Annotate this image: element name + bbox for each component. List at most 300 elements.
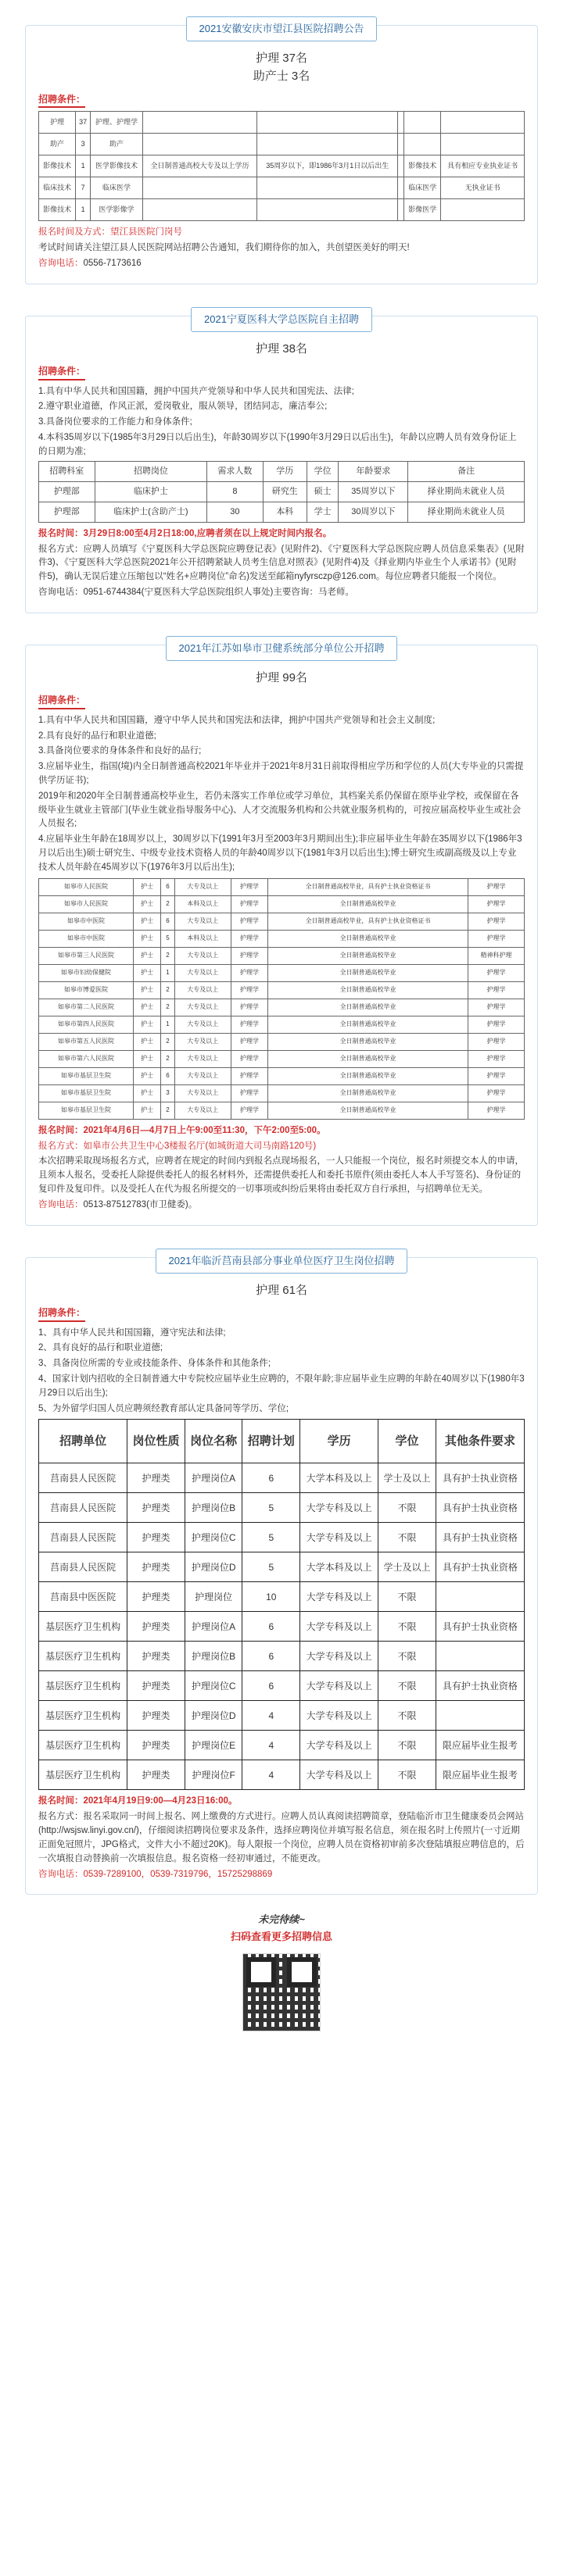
table-cell bbox=[257, 134, 398, 155]
table-cell: 护理学 bbox=[231, 913, 267, 930]
table-cell: 全日制普通高校毕业 bbox=[268, 895, 468, 913]
table-cell: 护理学 bbox=[468, 1067, 524, 1084]
table-cell: 30 bbox=[207, 502, 264, 522]
table-cell: 护理类 bbox=[127, 1463, 185, 1493]
table-cell: 大专及以上 bbox=[174, 1067, 231, 1084]
condition-item: 5、为外留学归国人员应聘须经教育部认定具备同等学历、学位; bbox=[38, 1403, 289, 1413]
table-cell: 如皋市第四人民医院 bbox=[39, 1016, 134, 1033]
table-cell: 护理学 bbox=[468, 1050, 524, 1067]
post-count: 护理 61名 bbox=[256, 1283, 307, 1297]
recruit-table bbox=[38, 878, 525, 1120]
table-cell: 不限 bbox=[378, 1701, 436, 1731]
footer bbox=[25, 1912, 538, 2031]
table-cell: 全日制普通高校毕业 bbox=[268, 964, 468, 981]
section-ningxia bbox=[25, 313, 538, 613]
conditions-label: 招聘条件： bbox=[38, 364, 85, 381]
table-cell: 2 bbox=[161, 999, 175, 1016]
section-title: 2021年江苏如皋市卫健系统部分单位公开招聘 bbox=[166, 636, 398, 661]
table-row bbox=[39, 1671, 525, 1701]
scan-hint: 扫码查看更多招聘信息 bbox=[230, 1931, 332, 1943]
table-cell: 全日制普通高校毕业，具有护士执业资格证书 bbox=[268, 913, 468, 930]
table-cell bbox=[398, 134, 404, 155]
table-cell: 不限 bbox=[378, 1731, 436, 1760]
table-cell: 5 bbox=[161, 930, 175, 947]
recruit-table bbox=[38, 1419, 525, 1790]
condition-item: 1.具有中华人民共和国国籍，遵守中华人民共和国宪法和法律，拥护中国共产党领导和社会主义制度; bbox=[38, 715, 436, 725]
section-anqing bbox=[25, 25, 538, 284]
table-cell bbox=[398, 177, 404, 199]
table-cell: 大学专科及以上 bbox=[300, 1523, 378, 1552]
table-cell: 如皋市妇幼保健院 bbox=[39, 964, 134, 981]
table-cell: 莒南县人民医院 bbox=[39, 1523, 127, 1552]
table-cell: 护理岗位B bbox=[185, 1493, 242, 1523]
table-cell: 6 bbox=[242, 1463, 300, 1493]
table-row bbox=[39, 1612, 525, 1642]
table-cell bbox=[398, 155, 404, 177]
table-cell: 全日制普通高校毕业 bbox=[268, 1033, 468, 1050]
table-header: 年龄要求 bbox=[339, 461, 408, 481]
table-row bbox=[39, 1016, 525, 1033]
table-cell: 1 bbox=[161, 1016, 175, 1033]
table-cell: 全日制普通高校毕业 bbox=[268, 1050, 468, 1067]
table-cell: 如皋市中医院 bbox=[39, 930, 134, 947]
table-cell: 1 bbox=[76, 155, 91, 177]
table-row bbox=[39, 1463, 525, 1493]
table-cell bbox=[142, 177, 256, 199]
table-cell: 大学专科及以上 bbox=[300, 1731, 378, 1760]
table-cell: 护理学 bbox=[231, 1084, 267, 1102]
table-cell: 护理学 bbox=[468, 981, 524, 999]
table-cell: 莒南县人民医院 bbox=[39, 1463, 127, 1493]
table-row bbox=[39, 502, 525, 522]
table-cell: 如皋市第五人民医院 bbox=[39, 1033, 134, 1050]
conditions-label: 招聘条件： bbox=[38, 693, 85, 709]
table-header: 学历 bbox=[263, 461, 307, 481]
table-cell: 6 bbox=[161, 1067, 175, 1084]
table-cell: 基层医疗卫生机构 bbox=[39, 1701, 127, 1731]
table-cell: 2 bbox=[161, 895, 175, 913]
condition-item: 3.具备岗位要求的身体条件和良好的品行; bbox=[38, 746, 202, 756]
table-cell: 5 bbox=[242, 1493, 300, 1523]
table-cell: 具有护士执业资格 bbox=[436, 1612, 524, 1642]
table-cell bbox=[441, 199, 525, 221]
table-cell: 医学影像学 bbox=[90, 199, 142, 221]
table-cell: 护理学 bbox=[231, 1067, 267, 1084]
signup-place: 报名时间及方式：望江县医院门岗号 bbox=[38, 227, 182, 238]
table-cell: 具有护士执业资格 bbox=[436, 1671, 524, 1701]
table-cell: 护理 bbox=[39, 112, 76, 134]
table-header: 备注 bbox=[408, 461, 525, 481]
table-cell: 护理学 bbox=[231, 930, 267, 947]
table-cell: 全日制普通高校毕业 bbox=[268, 981, 468, 999]
condition-item: 2.具有良好的品行和职业道德; bbox=[38, 731, 156, 741]
signup-time: 报名时间：2021年4月6日—4月7日上午9:00至11:30，下午2:00至5:00。 bbox=[38, 1125, 326, 1135]
table-cell: 护理学 bbox=[231, 1016, 267, 1033]
table-cell: 护理岗位A bbox=[185, 1463, 242, 1493]
table-cell: 影像技术 bbox=[39, 155, 76, 177]
table-cell: 护理、护理学 bbox=[90, 112, 142, 134]
phone-number[interactable]: 0556-7173616 bbox=[83, 258, 142, 268]
signup-time: 报名时间：3月29日8:00至4月2日18:00,应聘者须在以上规定时间内报名。 bbox=[38, 528, 332, 538]
condition-item: 2019年和2020年全日制普通高校毕业生，若仍未落实工作单位或学习单位，其档案关系仍保留在原毕业学校，或保留在各级毕业生就业主管部门(毕业生就业指导服务中心)、人才交流服务机构和公共就业服务机构的，可按应届高校毕业生或社会人员报名; bbox=[38, 791, 522, 829]
table-row bbox=[39, 1701, 525, 1731]
conditions-label: 招聘条件： bbox=[38, 1306, 85, 1322]
table-cell: 全日制普通高校毕业 bbox=[268, 930, 468, 947]
table-cell bbox=[257, 177, 398, 199]
table-row bbox=[39, 1523, 525, 1552]
table-cell: 护理岗位 bbox=[185, 1582, 242, 1612]
table-cell bbox=[436, 1701, 524, 1731]
table-cell: 护理学 bbox=[468, 1102, 524, 1119]
table-cell: 不限 bbox=[378, 1671, 436, 1701]
table-row bbox=[39, 134, 525, 155]
table-cell: 全日制普通高校毕业 bbox=[268, 1102, 468, 1119]
table-cell: 护士 bbox=[133, 895, 160, 913]
table-header: 招聘科室 bbox=[39, 461, 95, 481]
table-cell: 助产 bbox=[39, 134, 76, 155]
table-cell: 莒南县中医医院 bbox=[39, 1582, 127, 1612]
table-row bbox=[39, 199, 525, 221]
table-cell: 大专及以上 bbox=[174, 981, 231, 999]
table-cell: 护理学 bbox=[468, 1084, 524, 1102]
table-row bbox=[39, 481, 525, 502]
signup-method: 报名方式：应聘人员填写《宁夏医科大学总医院应聘登记表》(见附件2)、《宁夏医科大学总医院应聘人员信息采集表》(见附件3)、《宁夏医科大学总医院2021年公开招聘紧缺人员考生信息对照表》(见附件4)及《择业期内毕业生个人承诺书》(见附件5)，确认无误后建立压缩包以“姓名+应聘岗位”命名)发送至邮箱nyfyrsczp@126.com。每位应聘者只能报一个岗位。 bbox=[38, 544, 525, 582]
table-cell: 护理学 bbox=[231, 981, 267, 999]
table-row bbox=[39, 999, 525, 1016]
table-cell: 影像医学 bbox=[404, 199, 441, 221]
table-cell: 基层医疗卫生机构 bbox=[39, 1760, 127, 1790]
table-cell: 大专及以上 bbox=[174, 964, 231, 981]
condition-item: 4.本科35周岁以下(1985年3月29日以后出生)，年龄30周岁以下(1990年3月29日以后出生)，年龄以应聘人员有效身份证上的日期为准; bbox=[38, 433, 517, 456]
post-count: 助产士 3名 bbox=[253, 70, 310, 84]
table-cell: 如皋市博爱医院 bbox=[39, 981, 134, 999]
conditions-label: 招聘条件： bbox=[38, 92, 85, 109]
table-cell: 具有护士执业资格 bbox=[436, 1463, 524, 1493]
table-cell: 本科 bbox=[263, 502, 307, 522]
table-cell: 4 bbox=[242, 1701, 300, 1731]
table-cell: 大专及以上 bbox=[174, 1016, 231, 1033]
table-cell: 大学专科及以上 bbox=[300, 1701, 378, 1731]
table-cell bbox=[142, 134, 256, 155]
table-cell: 护士 bbox=[133, 1084, 160, 1102]
conditions-list bbox=[38, 714, 525, 875]
recruit-table bbox=[38, 111, 525, 221]
table-cell bbox=[257, 112, 398, 134]
conditions-list bbox=[38, 385, 525, 459]
table-cell: 如皋市第三人民医院 bbox=[39, 947, 134, 964]
table-cell: 择业期尚未就业人员 bbox=[408, 502, 525, 522]
table-cell: 学士及以上 bbox=[378, 1463, 436, 1493]
table-cell: 大专及以上 bbox=[174, 1084, 231, 1102]
table-row bbox=[39, 964, 525, 981]
table-cell: 研究生 bbox=[263, 481, 307, 502]
table-cell: 4 bbox=[242, 1731, 300, 1760]
table-cell bbox=[404, 112, 441, 134]
table-row bbox=[39, 1033, 525, 1050]
table-cell: 护理类 bbox=[127, 1760, 185, 1790]
to-be-continued: 未完待续~ bbox=[258, 1913, 305, 1926]
table-cell: 不限 bbox=[378, 1493, 436, 1523]
table-cell: 2 bbox=[161, 1033, 175, 1050]
table-cell: 大专及以上 bbox=[174, 878, 231, 895]
table-cell: 全日制普通高校毕业 bbox=[268, 1016, 468, 1033]
table-row bbox=[39, 930, 525, 947]
section-rugao bbox=[25, 641, 538, 1226]
table-cell bbox=[142, 199, 256, 221]
phone-label: 咨询电话： bbox=[38, 258, 84, 268]
conditions-list bbox=[38, 1327, 525, 1417]
table-cell: 护士 bbox=[133, 930, 160, 947]
table-cell: 护理岗位D bbox=[185, 1552, 242, 1582]
table-cell: 护理学 bbox=[231, 895, 267, 913]
table-cell: 基层医疗卫生机构 bbox=[39, 1642, 127, 1671]
table-cell: 基层医疗卫生机构 bbox=[39, 1612, 127, 1642]
table-cell: 莒南县人民医院 bbox=[39, 1493, 127, 1523]
table-cell: 全日制普通高校毕业 bbox=[268, 947, 468, 964]
table-cell: 2 bbox=[161, 947, 175, 964]
table-cell: 医学影像技术 bbox=[90, 155, 142, 177]
table-row bbox=[39, 112, 525, 134]
table-cell: 如皋市第六人民医院 bbox=[39, 1050, 134, 1067]
table-cell: 护理学 bbox=[468, 1016, 524, 1033]
table-cell: 临床护士(含助产士) bbox=[95, 502, 207, 522]
table-cell: 护理类 bbox=[127, 1612, 185, 1642]
table-cell: 10 bbox=[242, 1582, 300, 1612]
table-row bbox=[39, 981, 525, 999]
table-cell: 护理岗位D bbox=[185, 1701, 242, 1731]
table-cell: 大专及以上 bbox=[174, 1102, 231, 1119]
table-row bbox=[39, 947, 525, 964]
table-cell: 护理学 bbox=[231, 1050, 267, 1067]
table-cell: 6 bbox=[242, 1612, 300, 1642]
table-row bbox=[39, 1084, 525, 1102]
table-cell: 临床医学 bbox=[404, 177, 441, 199]
table-cell: 护理岗位F bbox=[185, 1760, 242, 1790]
table-cell: 大学专科及以上 bbox=[300, 1493, 378, 1523]
table-cell: 护理学 bbox=[468, 930, 524, 947]
table-cell: 护理类 bbox=[127, 1493, 185, 1523]
table-cell: 大专及以上 bbox=[174, 913, 231, 930]
table-cell: 全日制普通高校毕业，具有护士执业资格证书 bbox=[268, 878, 468, 895]
qr-code[interactable] bbox=[242, 1953, 321, 2031]
table-cell: 6 bbox=[161, 913, 175, 930]
table-cell: 护士 bbox=[133, 947, 160, 964]
table-cell: 护理学 bbox=[468, 964, 524, 981]
table-cell: 护士 bbox=[133, 1033, 160, 1050]
table-cell: 5 bbox=[242, 1552, 300, 1582]
table-cell: 择业期尚未就业人员 bbox=[408, 481, 525, 502]
condition-item: 3、具备岗位所需的专业或技能条件、身体条件和其他条件; bbox=[38, 1359, 271, 1369]
table-cell: 护士 bbox=[133, 1067, 160, 1084]
table-cell: 护理学 bbox=[468, 999, 524, 1016]
table-cell: 大专及以上 bbox=[174, 947, 231, 964]
table-cell: 限应届毕业生报考 bbox=[436, 1760, 524, 1790]
table-cell: 护理类 bbox=[127, 1671, 185, 1701]
table-cell bbox=[398, 112, 404, 134]
table-cell: 大专及以上 bbox=[174, 1050, 231, 1067]
table-cell: 大学专科及以上 bbox=[300, 1642, 378, 1671]
table-cell: 6 bbox=[161, 878, 175, 895]
table-header: 学历 bbox=[300, 1420, 378, 1463]
table-cell: 30周岁以下 bbox=[339, 502, 408, 522]
table-row bbox=[39, 1050, 525, 1067]
signup-time: 报名时间：2021年4月19日9:00—4月23日16:00。 bbox=[38, 1796, 238, 1806]
table-header: 其他条件要求 bbox=[436, 1420, 524, 1463]
table-cell: 全日制普通高校大专及以上学历 bbox=[142, 155, 256, 177]
table-cell: 1 bbox=[161, 964, 175, 981]
table-cell: 护理部 bbox=[39, 502, 95, 522]
table-cell: 护理类 bbox=[127, 1582, 185, 1612]
table-cell: 35周岁以下，即1986年3月1日以后出生 bbox=[257, 155, 398, 177]
table-cell: 如皋市人民医院 bbox=[39, 895, 134, 913]
table-cell: 不限 bbox=[378, 1642, 436, 1671]
table-cell: 不限 bbox=[378, 1760, 436, 1790]
table-cell: 大专及以上 bbox=[174, 999, 231, 1016]
table-cell: 影像技术 bbox=[39, 199, 76, 221]
phone-label: 咨询电话： bbox=[38, 1199, 84, 1209]
section-junan bbox=[25, 1254, 538, 1895]
table-cell: 护理岗位C bbox=[185, 1523, 242, 1552]
table-header: 学位 bbox=[378, 1420, 436, 1463]
table-cell bbox=[436, 1642, 524, 1671]
table-cell: 护理岗位E bbox=[185, 1731, 242, 1760]
table-row bbox=[39, 1582, 525, 1612]
table-cell: 临床护士 bbox=[95, 481, 207, 502]
table-cell: 具有护士执业资格 bbox=[436, 1493, 524, 1523]
table-row bbox=[39, 1760, 525, 1790]
table-cell: 如皋市中医院 bbox=[39, 913, 134, 930]
table-cell: 大学本科及以上 bbox=[300, 1552, 378, 1582]
condition-item: 4、国家计划内招收的全日制普通大中专院校应届毕业生应聘的，不限年龄;非应届毕业生应聘的年龄在40周岁以下(1980年3月29日以后出生); bbox=[38, 1374, 525, 1398]
table-cell: 6 bbox=[242, 1671, 300, 1701]
table-cell: 护理部 bbox=[39, 481, 95, 502]
table-cell bbox=[441, 112, 525, 134]
table-cell: 4 bbox=[242, 1760, 300, 1790]
table-cell bbox=[404, 134, 441, 155]
table-cell: 本科及以上 bbox=[174, 930, 231, 947]
signup-method: 报名方式：报名采取同一时间上报名、网上缴费的方式进行。应聘人员认真阅读招聘简章，登陆临沂市卫生健康委员会网站(http://wsjsw.linyi.gov.cn/)，仔细阅读招聘岗位要求及条件，选择应聘岗位并填写报名信息，须在报名时上传照片(一寸近期正面免冠照片，JPG格式，文件大小不超过20K)。每人限报一个岗位，应聘人员在资格初审前多次登陆填报应聘信息的，后一次填报自动替换前一次填报信息。报名资格一经初审通过，不能更改。 bbox=[38, 1812, 525, 1863]
table-cell: 护理学 bbox=[468, 895, 524, 913]
table-cell: 护士 bbox=[133, 878, 160, 895]
table-cell: 护士 bbox=[133, 999, 160, 1016]
table-row bbox=[39, 895, 525, 913]
table-header: 岗位名称 bbox=[185, 1420, 242, 1463]
table-cell: 硕士 bbox=[307, 481, 339, 502]
condition-item: 3.具备岗位要求的工作能力和身体条件; bbox=[38, 417, 192, 427]
section-title: 2021宁夏医科大学总医院自主招聘 bbox=[191, 307, 372, 332]
table-cell: 35周岁以下 bbox=[339, 481, 408, 502]
table-cell bbox=[398, 199, 404, 221]
table-cell: 3 bbox=[76, 134, 91, 155]
table-cell: 护理学 bbox=[231, 964, 267, 981]
table-cell: 8 bbox=[207, 481, 264, 502]
phone-number[interactable]: 0513-87512783(市卫健委)。 bbox=[83, 1199, 198, 1209]
table-row bbox=[39, 1067, 525, 1084]
table-row bbox=[39, 1493, 525, 1523]
table-cell: 护理学 bbox=[231, 1033, 267, 1050]
table-cell: 具有相应专业执业证书 bbox=[441, 155, 525, 177]
recruit-table bbox=[38, 461, 525, 523]
section-title: 2021安徽安庆市望江县医院招聘公告 bbox=[186, 16, 378, 41]
exam-hint: 考试时间请关注望江县人民医院网站招聘公告通知，我们期待你的加入，共创望医美好的明天! bbox=[38, 243, 410, 253]
table-cell: 5 bbox=[242, 1523, 300, 1552]
table-cell bbox=[436, 1582, 524, 1612]
table-cell: 护理类 bbox=[127, 1523, 185, 1552]
condition-item: 3.应届毕业生，指国(境)内全日制普通高校2021年毕业并于2021年8月31日前取得相应学历和学位的人员(大专毕业的只需提供学历证书); bbox=[38, 762, 524, 786]
table-cell: 全日制普通高校毕业 bbox=[268, 999, 468, 1016]
table-cell: 不限 bbox=[378, 1612, 436, 1642]
table-header: 招聘岗位 bbox=[95, 461, 207, 481]
table-cell: 2 bbox=[161, 1050, 175, 1067]
table-header: 岗位性质 bbox=[127, 1420, 185, 1463]
table-cell: 护理岗位C bbox=[185, 1671, 242, 1701]
table-cell: 护士 bbox=[133, 981, 160, 999]
table-row bbox=[39, 155, 525, 177]
section-title: 2021年临沂莒南县部分事业单位医疗卫生岗位招聘 bbox=[156, 1249, 408, 1274]
table-cell: 大学专科及以上 bbox=[300, 1671, 378, 1701]
table-cell: 护理学 bbox=[231, 947, 267, 964]
table-cell: 护理学 bbox=[231, 1102, 267, 1119]
table-row bbox=[39, 1642, 525, 1671]
table-cell: 具有护士执业资格 bbox=[436, 1523, 524, 1552]
table-row bbox=[39, 177, 525, 199]
table-cell: 基层医疗卫生机构 bbox=[39, 1731, 127, 1760]
table-cell bbox=[257, 199, 398, 221]
table-cell: 助产 bbox=[90, 134, 142, 155]
table-cell: 护理学 bbox=[468, 1033, 524, 1050]
post-count: 护理 99名 bbox=[256, 670, 307, 684]
table-cell: 护理类 bbox=[127, 1642, 185, 1671]
table-header: 招聘计划 bbox=[242, 1420, 300, 1463]
table-cell: 护士 bbox=[133, 1016, 160, 1033]
table-cell: 护理岗位B bbox=[185, 1642, 242, 1671]
post-count: 护理 38名 bbox=[256, 341, 307, 355]
table-cell: 护理岗位A bbox=[185, 1612, 242, 1642]
table-cell: 全日制普通高校毕业 bbox=[268, 1067, 468, 1084]
table-cell: 护理类 bbox=[127, 1552, 185, 1582]
table-cell: 莒南县人民医院 bbox=[39, 1552, 127, 1582]
table-row bbox=[39, 913, 525, 930]
table-cell bbox=[441, 134, 525, 155]
condition-item: 2.遵守职业道德，作风正派，爱岗敬业，服从领导，团结同志，廉洁奉公; bbox=[38, 402, 328, 412]
table-header: 学位 bbox=[307, 461, 339, 481]
table-cell: 护理学 bbox=[231, 878, 267, 895]
table-cell: 1 bbox=[76, 199, 91, 221]
table-row bbox=[39, 1552, 525, 1582]
contact-phone: 咨询电话：0951-6744384(宁夏医科大学总医院组织人事处)主要咨询：马老师。 bbox=[38, 587, 354, 597]
condition-item: 1、具有中华人民共和国国籍，遵守宪法和法律; bbox=[38, 1327, 226, 1338]
table-cell: 如皋市第二人民医院 bbox=[39, 999, 134, 1016]
table-header: 招聘单位 bbox=[39, 1420, 127, 1463]
table-cell: 学士及以上 bbox=[378, 1552, 436, 1582]
table-cell: 大学专科及以上 bbox=[300, 1760, 378, 1790]
table-cell: 不限 bbox=[378, 1582, 436, 1612]
signup-note: 本次招聘采取现场报名方式，应聘者在规定的时间内到报名点现场报名，一人只能报一个岗位，报名时须提交本人的申请，且须本人报名，受委托人除提供委托人的报名材料外，还需提供委托人和委托书原件(须由委托人本人手写签名)、身份证的复印件及复印件。以及受托人在代为报名所提交的一切事项或纠纷后果将由委托双方自行承担，与招聘单位无关。 bbox=[38, 1156, 524, 1194]
table-cell: 学士 bbox=[307, 502, 339, 522]
table-cell: 大学专科及以上 bbox=[300, 1582, 378, 1612]
table-header: 需求人数 bbox=[207, 461, 264, 481]
table-cell: 护理学 bbox=[231, 999, 267, 1016]
table-cell: 护理类 bbox=[127, 1731, 185, 1760]
table-cell: 7 bbox=[76, 177, 91, 199]
condition-item: 4.应届毕业生年龄在18周岁以上，30周岁以下(1991年3月至2003年3月期间出生);非应届毕业生年龄在35周岁以下(1986年3月以后出生)硕士研究生、中级专业技术资格人员的年龄40周岁以下(1981年3月以后出生);博士研究生或副高级及以上专业技术人员年龄在45周岁以下(1976年3月以后出生); bbox=[38, 834, 522, 872]
table-cell: 37 bbox=[76, 112, 91, 134]
table-cell: 护理类 bbox=[127, 1701, 185, 1731]
table-cell: 如皋市基层卫生院 bbox=[39, 1084, 134, 1102]
table-cell: 如皋市基层卫生院 bbox=[39, 1102, 134, 1119]
table-cell: 护士 bbox=[133, 964, 160, 981]
table-cell bbox=[142, 112, 256, 134]
